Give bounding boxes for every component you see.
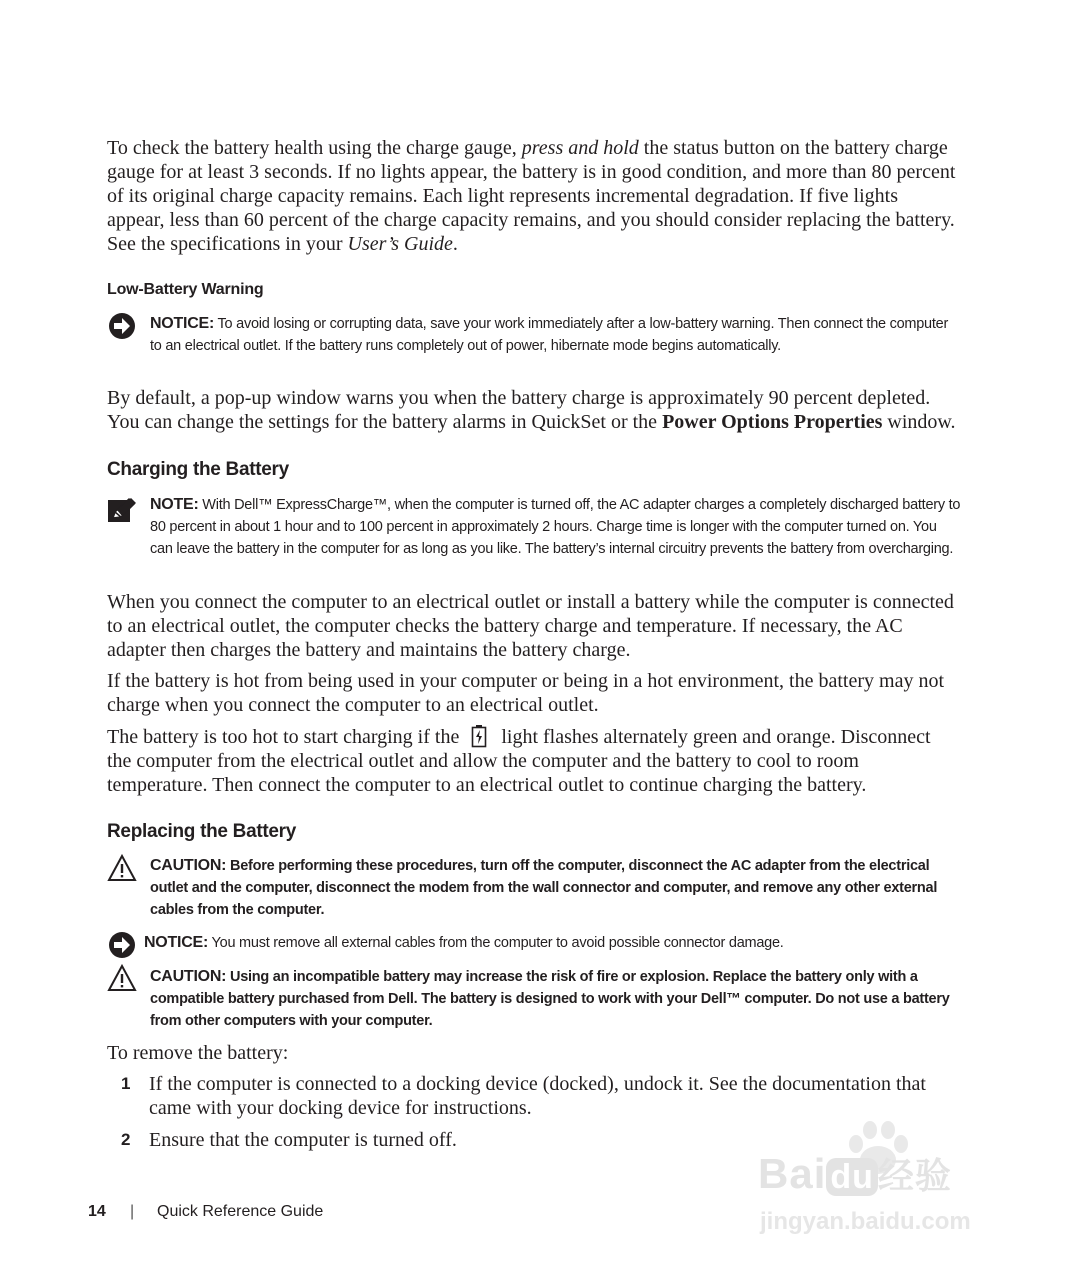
caution-2 xyxy=(107,963,959,1031)
notice-label: NOTICE: xyxy=(144,934,209,951)
caution-text: Before performing these procedures, turn off the computer, disconnect the AC adapter from the electrical outlet and the computer, disconnect the modem from the wall connector and computer, and remove any other external cables from the computer. xyxy=(150,858,938,918)
caution-triangle-icon xyxy=(107,853,137,883)
watermark-brand xyxy=(758,1148,952,1199)
intro-end: . xyxy=(452,233,458,255)
notice-text: To avoid losing or corrupting data, save your work immediately after a low-battery warning. Then connect the computer to an electrical outlet. If the battery runs completely out of power, hibernate mode begins automatically. xyxy=(150,316,949,354)
notice-arrow-icon xyxy=(107,930,137,960)
step-text: Ensure that the computer is turned off. xyxy=(149,1129,457,1151)
page-number: 14 xyxy=(88,1203,106,1220)
caution-triangle-icon xyxy=(107,963,137,993)
caution-1 xyxy=(107,853,959,921)
caution-text: Using an incompatible battery may increase the risk of fire or explosion. Replace the battery only with a compatible battery purchased from Dell. The battery is designed to work with your Dell™ computer. Do not use a battery from other computers with your computer. xyxy=(150,969,950,1029)
battery-status-icon xyxy=(471,724,487,748)
watermark-brand-mid: du xyxy=(826,1158,878,1196)
step-number: 2 xyxy=(121,1130,131,1149)
baidu-watermark xyxy=(748,1118,1018,1248)
intro-paragraph xyxy=(107,136,959,256)
charging-paragraph-2: If the battery is hot from being used in your computer or being in a hot environment, the battery may not charge when you connect the computer to an electrical outlet. xyxy=(107,670,945,716)
step-number: 1 xyxy=(121,1074,131,1093)
note-text: With Dell™ ExpressCharge™, when the computer is turned off, the AC adapter charges a completely discharged battery to 80 percent in about 1 hour and to 100 percent in approximately 2 hours. Charge time is longer with the computer turned on. You can leave the battery in the computer for as long as you like. The battery’s internal circuitry prevents the battery from overcharging. xyxy=(150,497,961,557)
caution-label: CAUTION: xyxy=(150,968,227,985)
notice-arrow-icon xyxy=(107,311,137,341)
caution-label: CAUTION: xyxy=(150,857,227,874)
low-battery-text: By default, a pop-up window warns you when the battery charge is approximately 90 percent depleted. You can change the settings for the battery alarms in QuickSet or the xyxy=(107,387,931,433)
notice-text: You must remove all external cables from the computer to avoid possible connector damage. xyxy=(208,935,784,951)
remove-battery-intro: To remove the battery: xyxy=(107,1042,289,1064)
users-guide-reference: User’s Guide xyxy=(347,233,453,255)
charging-note xyxy=(107,494,959,584)
charging-heading: Charging the Battery xyxy=(107,459,289,480)
charging-paragraph-3-end: light flashes alternately green and orange. Disconnect the computer from the electrical outlet and allow the computer and the battery to cool to room temperature. Then connect the computer to an electrical outlet to continue charging the battery. xyxy=(107,726,931,796)
power-options-properties: Power Options Properties xyxy=(662,411,883,433)
intro-emphasis: press and hold xyxy=(521,137,639,159)
intro-text-continued: the status button on the battery charge gauge for at least 3 seconds. If no lights appear, the battery is in good condition, and more than 80 percent of its original charge capacity remains. Each light represents incremental degradation. If five lights appear, less than 60 percent of the charge capacity remains, and you should consider replacing the battery. See the specifications in your xyxy=(107,137,956,255)
step-text: If the computer is connected to a docking device (docked), undock it. See the documentation that came with your docking device for instructions. xyxy=(149,1073,926,1119)
replacing-heading: Replacing the Battery xyxy=(107,821,297,842)
replacing-notice xyxy=(107,930,959,958)
watermark-brand-left: Bai xyxy=(758,1150,827,1197)
notice-label: NOTICE: xyxy=(150,315,215,332)
footer-title: Quick Reference Guide xyxy=(157,1203,324,1220)
charging-paragraph-1: When you connect the computer to an electrical outlet or install a battery while the computer is connected to an electrical outlet, the computer checks the battery charge and temperature. If necessary, the AC adapter then charges the battery and maintains the battery charge. xyxy=(107,591,954,661)
low-battery-paragraph xyxy=(107,386,959,434)
watermark-url: jingyan.baidu.com xyxy=(760,1208,971,1235)
low-battery-heading: Low-Battery Warning xyxy=(107,281,264,298)
low-battery-text-end: window. xyxy=(882,411,956,433)
footer-separator: | xyxy=(130,1203,135,1220)
low-battery-notice xyxy=(107,311,959,377)
intro-text: To check the battery health using the charge gauge, xyxy=(107,137,522,159)
note-pencil-icon xyxy=(107,496,137,526)
note-label: NOTE: xyxy=(150,496,199,513)
charging-paragraph-3-start: The battery is too hot to start charging if the xyxy=(107,726,460,748)
watermark-brand-cn: 经验 xyxy=(877,1156,952,1197)
charging-paragraph-3 xyxy=(107,724,959,797)
